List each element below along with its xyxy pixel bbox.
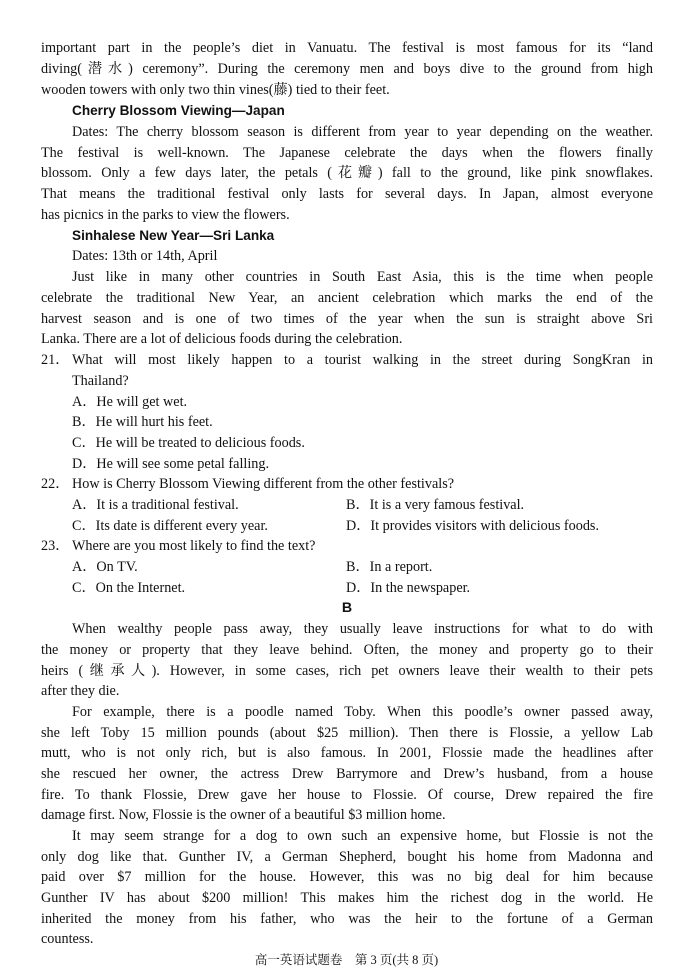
cherry-blossom-heading: Cherry Blossom Viewing—Japan bbox=[72, 103, 285, 118]
passage-b-p1-line-3: heirs (继承人). However, in some cases, rich pet owners leave their wealth to their pets bbox=[41, 663, 653, 679]
question-22-option-b[interactable]: B．It is a very famous festival. bbox=[346, 497, 525, 513]
sinhalese-line-4: Lanka. There are a lot of delicious foods during the celebration. bbox=[41, 331, 403, 347]
passage-b-p3-line-5: inherited the money from his father, who was the heir to the fortune of a German bbox=[41, 911, 653, 927]
cherry-line-3: blossom. Only a few days later, the petals (花瓣) fall to the ground, like pink snowflakes. bbox=[41, 165, 653, 181]
passage-a-line-1: important part in the people’s diet in Vanuatu. The festival is most famous for its “land bbox=[41, 40, 653, 56]
question-22-option-a[interactable]: A．It is a traditional festival. bbox=[72, 497, 239, 513]
cherry-line-5: has picnics in the parks to view the flowers. bbox=[41, 207, 290, 223]
passage-a-line-3: wooden towers with only two thin vines(藤) tied to their feet. bbox=[41, 82, 390, 98]
passage-b-p1-line-1: When wealthy people pass away, they usually leave instructions for what to do with bbox=[72, 621, 653, 637]
question-21-option-d[interactable]: D．He will see some petal falling. bbox=[72, 456, 269, 472]
question-22-stem: How is Cherry Blossom Viewing different from the other festivals? bbox=[72, 476, 455, 492]
passage-b-p3-line-1: It may seem strange for a dog to own such an expensive home, but Flossie is not the bbox=[72, 828, 653, 844]
question-22-number: 22． bbox=[41, 476, 70, 492]
question-23-option-a[interactable]: A．On TV. bbox=[72, 559, 138, 575]
passage-b-p2-line-5: fire. To thank Flossie, Drew gave her house to Flossie. Of course, Drew repaired the fire bbox=[41, 787, 653, 803]
question-22-option-c[interactable]: C．Its date is different every year. bbox=[72, 518, 268, 534]
question-21-option-b[interactable]: B．He will hurt his feet. bbox=[72, 414, 213, 430]
question-23-option-b[interactable]: B．In a report. bbox=[346, 559, 433, 575]
page-footer: 高一英语试题卷 第 3 页(共 8 页) bbox=[254, 953, 439, 967]
passage-b-p2-line-1: For example, there is a poodle named Toby. When this poodle’s owner passed away, bbox=[72, 704, 653, 720]
passage-b-p2-line-2: she left Toby 15 million pounds (about $25 million). Then there is Flossie, a yellow Lab bbox=[41, 725, 653, 741]
passage-b-p3-line-2: only dog like that. Gunther IV, a German Shepherd, bought his home from Madonna and bbox=[41, 849, 653, 865]
question-23-number: 23． bbox=[41, 538, 70, 554]
passage-b-p1-line-2: the money or property that they leave behind. Often, the money and property go to their bbox=[41, 642, 653, 658]
question-21-option-c[interactable]: C．He will be treated to delicious foods. bbox=[72, 435, 305, 451]
question-22-option-d[interactable]: D．It provides visitors with delicious foods. bbox=[346, 518, 599, 534]
question-21-number: 21． bbox=[41, 352, 70, 368]
passage-b-p2-line-4: she rescued her owner, the actress Drew Barrymore and Drew’s husband, from a house bbox=[41, 766, 653, 782]
cherry-line-2: The festival is well-known. The Japanese celebrate the days when the flowers finally bbox=[41, 145, 653, 161]
question-23-option-c[interactable]: C．On the Internet. bbox=[72, 580, 186, 596]
cherry-line-1: Dates: The cherry blossom season is different from year to year depending on the weather. bbox=[72, 124, 653, 140]
question-23-stem: Where are you most likely to find the text? bbox=[72, 538, 316, 554]
passage-b-p3-line-6: countess. bbox=[41, 931, 94, 947]
passage-b-p1-line-4: after they die. bbox=[41, 683, 120, 699]
sinhalese-line-1: Just like in many other countries in South East Asia, this is the time when people bbox=[72, 269, 653, 285]
passage-a-line-2: diving(潜水) ceremony”. During the ceremony men and boys dive to the ground from high bbox=[41, 61, 653, 77]
sinhalese-line-3: harvest season and is one of two times of the year when the sun is straight above Sri bbox=[41, 311, 653, 327]
cherry-line-4: That means the traditional festival only lasts for several days. In Japan, almost everyone bbox=[41, 186, 653, 202]
passage-b-p2-line-6: damage first. Now, Flossie is the owner of a beautiful $3 million home. bbox=[41, 807, 446, 823]
question-21-option-a[interactable]: A．He will get wet. bbox=[72, 394, 188, 410]
sinhalese-dates: Dates: 13th or 14th, April bbox=[72, 248, 218, 264]
passage-b-p3-line-4: Gunther IV has about $200 million! This makes him the richest dog in the world. He bbox=[41, 890, 653, 906]
question-21-stem-line-2: Thailand? bbox=[72, 373, 129, 389]
question-21-stem-line-1: What will most likely happen to a tourist walking in the street during SongKran in bbox=[72, 352, 653, 368]
passage-b-p3-line-3: paid over $7 million for the house. However, this was no big deal for him because bbox=[41, 869, 653, 885]
section-b-heading: B bbox=[341, 600, 353, 616]
question-23-option-d[interactable]: D．In the newspaper. bbox=[346, 580, 471, 596]
passage-b-p2-line-3: mutt, who is not only rich, but is also famous. In 2001, Flossie made the headlines after bbox=[41, 745, 653, 761]
sinhalese-heading: Sinhalese New Year—Sri Lanka bbox=[72, 228, 275, 243]
sinhalese-line-2: celebrate the traditional New Year, an ancient celebration which marks the end of the bbox=[41, 290, 653, 306]
